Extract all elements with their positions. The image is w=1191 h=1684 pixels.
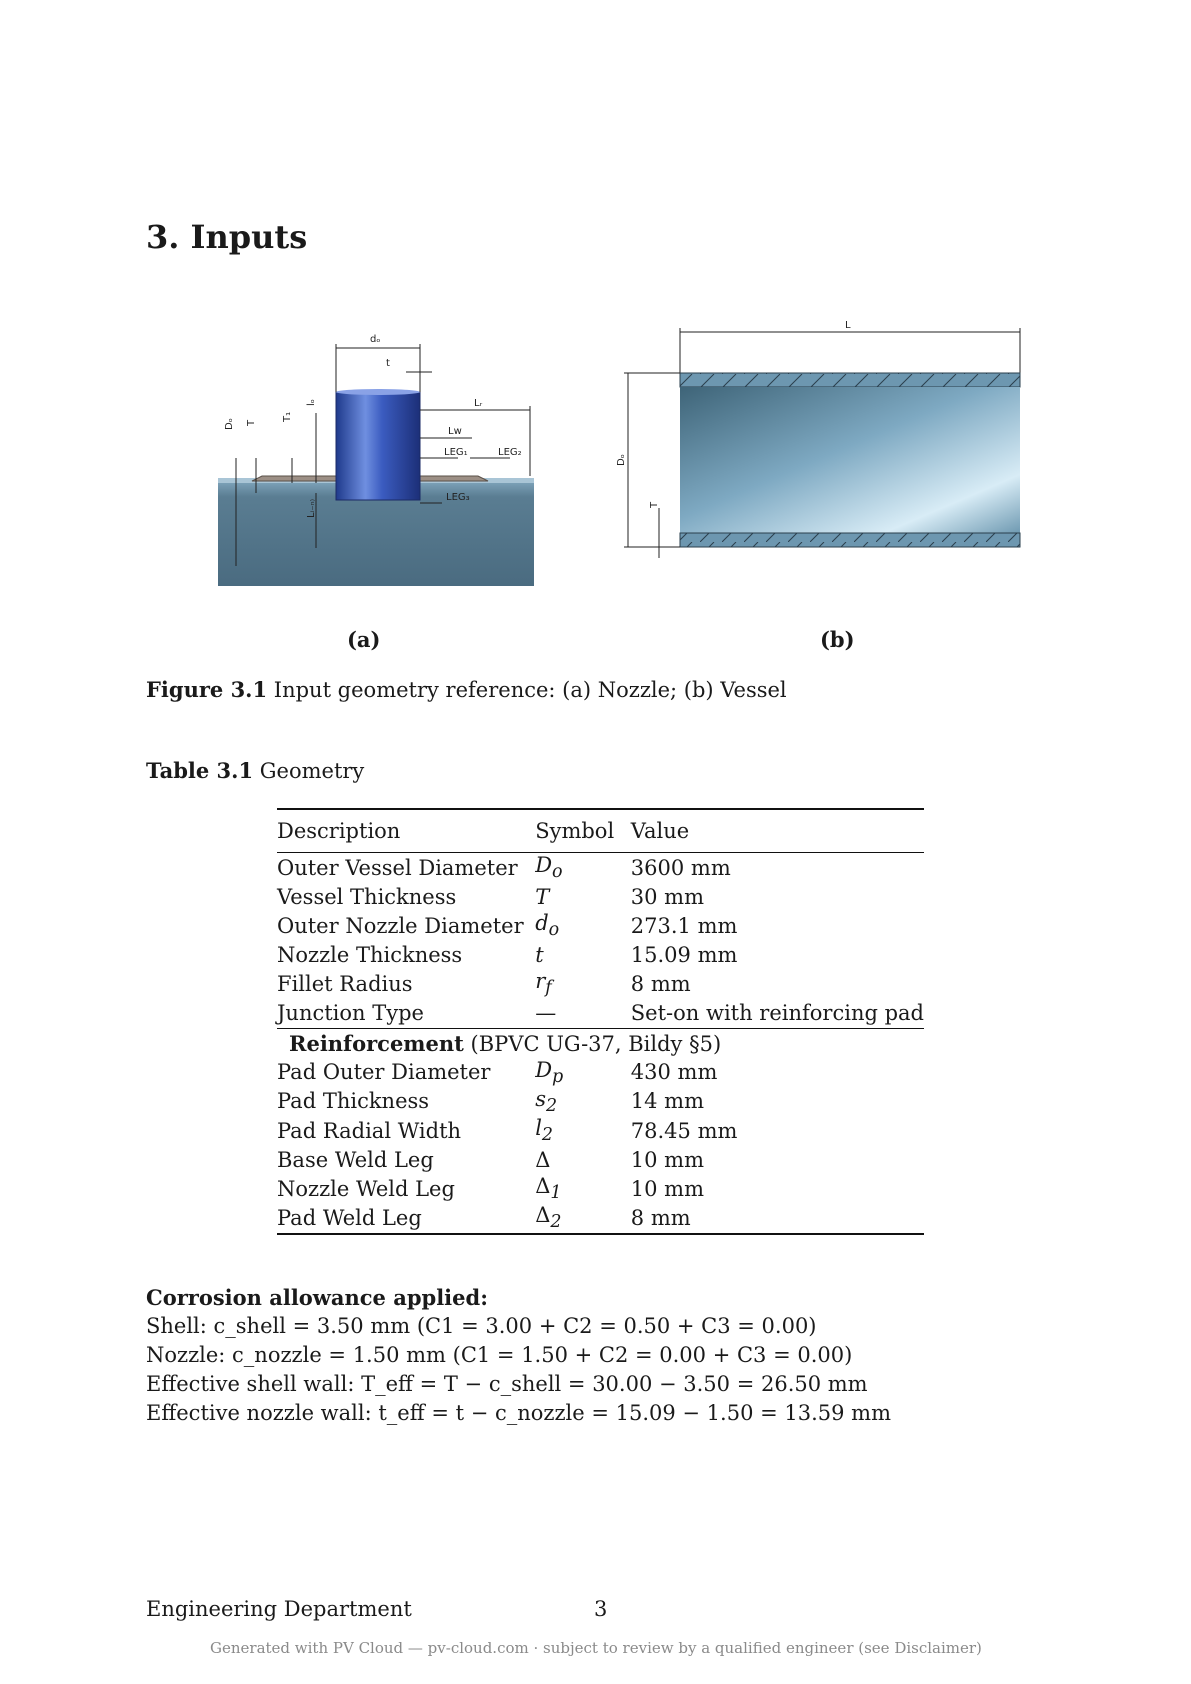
svg-text:LEG₃: LEG₃ — [446, 492, 470, 503]
svg-text:Dₒ: Dₒ — [224, 418, 235, 430]
figure-caption-label: Figure 3.1 — [146, 677, 268, 702]
row-value: 8 mm — [631, 1203, 924, 1233]
svg-text:T: T — [246, 419, 257, 426]
row-value: Set-on with reinforcing pad — [630, 1001, 924, 1026]
row-description: Pad Weld Leg — [277, 1203, 535, 1233]
table-row — [277, 940, 924, 969]
table-caption-label: Table 3.1 — [146, 758, 254, 783]
symbol-subscript: 2 — [550, 1212, 562, 1233]
svg-text:lₒ: lₒ — [306, 399, 317, 406]
geometry-table — [277, 808, 924, 1235]
symbol-subscript: f — [545, 978, 552, 999]
symbol-main: l — [535, 1115, 542, 1140]
table-row — [277, 1058, 924, 1087]
table-caption — [146, 758, 364, 783]
row-value: 78.45 mm — [630, 1118, 738, 1143]
symbol-subscript: 2 — [541, 1125, 554, 1146]
row-description: Outer Nozzle Diameter — [277, 913, 524, 938]
row-symbol — [535, 853, 631, 883]
symbol-main: Δ — [535, 1147, 551, 1172]
row-description: Nozzle Thickness — [277, 942, 463, 967]
symbol-subscript: 2 — [545, 1095, 558, 1116]
row-value: 3600 mm — [630, 855, 731, 880]
table-row — [277, 969, 924, 998]
section-title: 3. Inputs — [146, 218, 308, 256]
table-row — [277, 911, 924, 940]
svg-text:t: t — [386, 358, 390, 369]
symbol-main: T — [535, 884, 550, 909]
row-value: 30 mm — [630, 884, 705, 909]
table-row — [277, 999, 924, 1029]
nozzle-figure — [210, 318, 540, 608]
section-note: (BPVC UG-37, Bildy §5) — [463, 1031, 722, 1056]
svg-text:T: T — [649, 501, 660, 508]
row-description: Junction Type — [277, 1001, 424, 1026]
row-value: 273.1 mm — [630, 913, 738, 938]
row-symbol — [535, 999, 631, 1029]
corrosion-block — [146, 1283, 891, 1428]
row-symbol — [535, 1116, 631, 1145]
row-description: Outer Vessel Diameter — [277, 855, 518, 880]
row-symbol — [535, 1087, 631, 1116]
table-row — [277, 1174, 924, 1203]
svg-text:LEG₁: LEG₁ — [444, 447, 468, 458]
row-value: 14 mm — [630, 1089, 705, 1114]
corrosion-heading: Corrosion allowance applied: — [146, 1285, 488, 1310]
vessel-interior — [680, 387, 1020, 533]
symbol-subscript: p — [552, 1066, 564, 1087]
svg-text:Dₒ: Dₒ — [616, 454, 627, 466]
symbol-main: D — [535, 1057, 553, 1082]
symbol-main: t — [535, 942, 544, 967]
symbol-subscript: o — [548, 920, 560, 941]
row-description: Pad Outer Diameter — [277, 1060, 491, 1085]
nozzle-body — [336, 392, 420, 500]
corrosion-nozzle: Nozzle: c_nozzle = 1.50 mm (C1 = 1.50 + C2 = 0.00 + C3 = 0.00) — [146, 1343, 853, 1367]
svg-text:T₁: T₁ — [282, 411, 293, 422]
row-symbol — [535, 1145, 631, 1174]
effective-shell-wall: Effective shell wall: T_eff = T − c_shell = 30.00 − 3.50 = 26.50 mm — [146, 1372, 868, 1396]
symbol-main: D — [535, 853, 553, 877]
section-row — [277, 1028, 924, 1058]
row-symbol — [535, 882, 631, 911]
row-value: 8 mm — [630, 971, 691, 996]
symbol-main: — — [535, 1001, 557, 1026]
subfigure-label-a: (a) — [347, 627, 381, 652]
header-description: Description — [277, 809, 535, 853]
row-description: Pad Thickness — [277, 1089, 430, 1114]
corrosion-shell: Shell: c_shell = 3.50 mm (C1 = 3.00 + C2 = 0.50 + C3 = 0.00) — [146, 1314, 817, 1338]
table-header-row — [277, 809, 924, 853]
symbol-main: Δ — [535, 1174, 551, 1199]
svg-text:L: L — [845, 320, 851, 331]
page-number: 3 — [594, 1597, 608, 1621]
row-value: 430 mm — [630, 1060, 718, 1085]
header-value: Value — [631, 809, 924, 853]
table-row — [277, 1116, 924, 1145]
table-caption-text: Geometry — [253, 759, 365, 783]
row-symbol — [535, 1203, 631, 1233]
figure-caption-text: Input geometry reference: (a) Nozzle; (b) Vessel — [267, 678, 787, 702]
row-value: 10 mm — [630, 1176, 705, 1201]
symbol-subscript: 1 — [550, 1183, 562, 1204]
row-description: Vessel Thickness — [277, 884, 457, 909]
footer-note: Generated with PV Cloud — pv-cloud.com · subject to review by a qualified engineer (see Disclaimer) — [210, 1639, 982, 1657]
symbol-main: r — [535, 969, 546, 994]
svg-text:LEG₂: LEG₂ — [498, 447, 522, 458]
row-description: Fillet Radius — [277, 971, 413, 996]
symbol-main: d — [535, 911, 549, 936]
effective-nozzle-wall: Effective nozzle wall: t_eff = t − c_nozzle = 15.09 − 1.50 = 13.59 mm — [146, 1401, 892, 1425]
table-row — [277, 1203, 924, 1233]
svg-text:dₒ: dₒ — [370, 334, 381, 345]
table-row — [277, 1145, 924, 1174]
row-symbol — [535, 1058, 631, 1087]
symbol-subscript: o — [552, 862, 563, 883]
table-row — [277, 853, 924, 883]
header-symbol: Symbol — [535, 809, 631, 853]
table-row — [277, 1087, 924, 1116]
svg-text:Lw: Lw — [448, 426, 462, 437]
vessel-figure — [612, 318, 1032, 558]
vessel-bottom-wall — [680, 533, 1020, 547]
row-symbol — [535, 911, 631, 940]
row-description: Nozzle Weld Leg — [277, 1176, 455, 1201]
section-title-cell: Reinforcement — [289, 1030, 464, 1056]
row-description: Base Weld Leg — [277, 1147, 434, 1172]
symbol-main: Δ — [535, 1203, 551, 1228]
svg-text:Lᵣ: Lᵣ — [474, 398, 483, 409]
row-symbol — [535, 1174, 631, 1203]
subfigure-label-b: (b) — [820, 627, 855, 652]
row-value: 15.09 mm — [630, 942, 738, 967]
table-row — [277, 882, 924, 911]
figure-caption — [146, 677, 787, 702]
svg-text:Lᵢ₋ₙ₎: Lᵢ₋ₙ₎ — [306, 498, 317, 518]
row-symbol — [535, 940, 631, 969]
row-symbol — [535, 969, 631, 998]
row-value: 10 mm — [630, 1147, 705, 1172]
vessel-top-wall — [680, 373, 1020, 387]
symbol-main: s — [535, 1086, 546, 1111]
footer-department: Engineering Department — [146, 1597, 412, 1621]
row-description: Pad Radial Width — [277, 1118, 462, 1143]
